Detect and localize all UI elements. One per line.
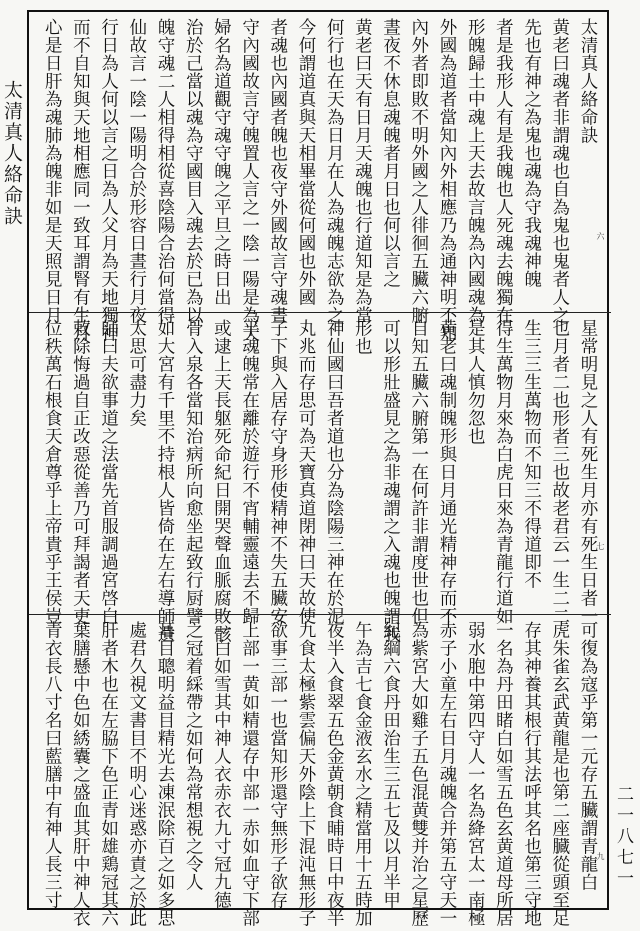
text-column: 位秩萬石根食天倉尊乎上帝貴乎王侯豈 — [42, 319, 63, 625]
text-column: 心是日肝為魂肺為魄非如是天照見日月 — [42, 18, 63, 324]
text-column: 外國為道者當知內外相應乃為通神明不知 — [437, 18, 457, 342]
text-column: 骨入泉各當知治病所向愈坐起致行厨譬 — [183, 319, 204, 625]
text-column: 治於己當以魂為守國目入魂去於已為以 — [183, 18, 204, 324]
text-column: 午為吉七食金液玄水之精當用十五時加 — [352, 621, 373, 927]
folio-mark: 九 — [596, 852, 605, 860]
text-column: 之冠着綵帶之如何為常想視之令人 — [183, 621, 204, 891]
text-column: 耳目聰明益目精光去凍泯除百之如多思 — [155, 621, 175, 927]
text-column: 可復為寇乎第一元存五臟謂青龍白 — [578, 621, 598, 891]
text-column: 欲事三部一也當知形還守無形子欲存 — [267, 621, 288, 909]
text-column: 青衣長八寸名曰藍膳中有神人長三寸 — [42, 621, 63, 909]
text-column: 也月者二也形者三也故老君云一生二二 — [549, 319, 570, 625]
text-column: 處君久視文書目不明心迷惑亦責之於此 — [126, 621, 147, 927]
text-column: 得生萬物月來為白虎日來為青龍行道如 — [493, 319, 514, 625]
text-column: 形也 — [352, 319, 373, 355]
text-column: 是其人慎勿忽也 — [465, 319, 486, 445]
text-column: 婦名為道觀守魂守魄之平旦之時日出 — [211, 18, 232, 306]
text-column: 弱水胞中第四守人一名為絳宮太一南極 — [465, 621, 486, 927]
text-column: 一白如雪其中神人衣赤衣九寸冠九德 — [211, 621, 232, 909]
text-column: 上部一黄如精還存中部一赤如血守下部 — [239, 621, 260, 927]
register-middle — [29, 312, 611, 643]
text-column: 太思可盡力矣 — [126, 319, 147, 427]
text-column: 神仙國曰吾者道也分為陰陽三神在於泥 — [324, 319, 345, 625]
text-column: 仙故言一陰一陽明合於形容日晝行月夜 — [126, 18, 147, 324]
text-column: 何行也在天為日月在人為魂魄志欲為之 — [324, 18, 345, 324]
text-column: 先也有神之為鬼也魂為守我魂神魄 — [521, 18, 542, 288]
text-column: 丸兆而存思可為天寶真道閉神曰天故使 — [296, 319, 316, 625]
text-column: 九食太極紫雲偏天外陰上下混沌無形子 — [296, 621, 316, 927]
text-column: 魄守魂二人相得相從喜陰陽合治何當得 — [155, 18, 175, 324]
text-column: 子下與入居存守身形使精神不失五臟安 — [267, 319, 288, 625]
text-column: 內外者即敗不明外國之人徘徊五臟六腑 — [408, 18, 429, 324]
text-column: 平魂魄常在離於遊行不宵輔靈遠去不歸 — [239, 319, 260, 625]
folio-mark: 六 — [596, 232, 605, 240]
text-column: 夜半入食翠五色金黄朝食晡時日中夜半 — [324, 621, 345, 927]
margin-title: 太清真人絡命訣 — [1, 80, 23, 227]
text-column: 赤子小童左右日月魂魄合并第五守天一 — [437, 621, 457, 927]
text-column: 一名為丹田睹白如雪五色玄黄道母所居 — [493, 621, 514, 927]
text-column: 形魄歸土中魂上天去故言魄為內國魂為 — [465, 18, 486, 324]
register-bottom — [29, 614, 611, 927]
text-column: 今何謂道真與天相畢當從何國也外國 — [296, 18, 316, 306]
margin-page-number: 二一八七一 — [613, 785, 633, 890]
text-column: 存其神養其根行其法呼其名也第三守地 — [521, 621, 542, 927]
text-column: 守內國故言守魄置人言之一陰一陽是為天 — [239, 18, 260, 342]
text-column: 黄老曰魂者非謂魂也自為鬼也鬼者人之 — [549, 18, 570, 324]
text-column: 生三三生萬物而不知三不得道即不 — [521, 319, 542, 589]
text-column: 星常明見之人有死生月亦有死生日者一 — [578, 319, 598, 625]
text-column: 肝者木也在左脇下色正青如雄鶏冠其六 — [98, 621, 119, 927]
text-column: 行日為人何以言之日為人父月為天地獨神 — [98, 18, 119, 342]
text-column: 紀綱六食丹田治生三五七及以月半甲 — [380, 621, 401, 909]
text-column: 敕除悔過自正改惡從善乃可拜謁者天吏 — [70, 319, 91, 625]
text-column: 者是我形人有是我魄也人死魂去魄獨在 — [493, 18, 514, 324]
text-column: 或逮上天長躯死命紀日開哭聲血脈腐敗骸 — [211, 319, 232, 643]
text-column: 葉膳懸中色如綉囊之盛血其肝中神人衣 — [70, 621, 91, 927]
text-column: 太清真人絡命訣 — [578, 18, 598, 144]
text-column: 黄老曰天有日月天魂魄也行道知是為當 — [352, 18, 373, 324]
page-frame — [27, 10, 609, 927]
text-column: 晝夜不休息魂魄者月日也何以言之 — [380, 18, 401, 288]
text-column: 者魂也內國者魄也夜守外國故言守魂晝 — [267, 18, 288, 324]
text-column: 可以形壯盛見之為非魂謂之入魂也魄謂我 — [380, 319, 401, 643]
folio-mark: 七 — [596, 542, 605, 550]
text-column: 黄老曰魂制魄形與日月通光精神存而不 — [437, 319, 457, 625]
text-column: 自知五臟六腑第一在何許非謂度世也但 — [408, 319, 429, 625]
text-column: 虎朱雀玄武黄龍是也第二座臓從頭至足 — [549, 621, 570, 927]
text-column: 師曰夫欲事道之法當先首服調過宮啓白 — [98, 319, 119, 625]
text-column: 如大宮有千里不持根人皆倚在左右導師遺 — [155, 319, 175, 643]
text-column: 為紫宮大如雞子五色混黄雙并治之星歷 — [408, 621, 429, 927]
text-column: 而不自知與天地相應同一致耳謂腎有生月 — [70, 18, 91, 342]
